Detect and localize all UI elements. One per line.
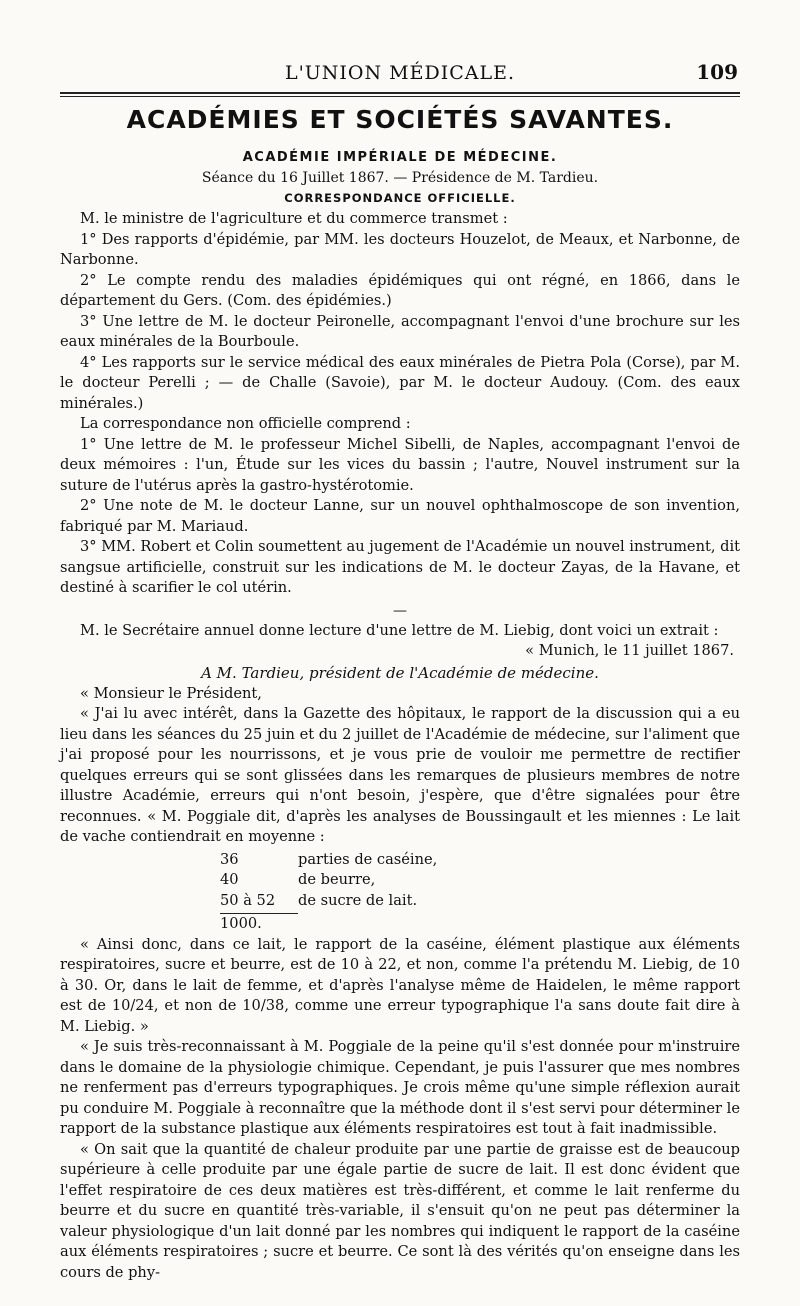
composition-qty: 50 à 52 [220,891,276,909]
paragraph: 3° Une lettre de M. le docteur Peironelle, accompagnant l'envoi d'une brochure sur les eaux minérales de la Bourboule. [60,312,740,350]
page-number: 109 [696,60,738,84]
composition-row [220,850,740,871]
paragraph: 2° Une note de M. le docteur Lanne, sur un nouvel ophthalmoscope de son invention, fabriqué par M. Mariaud. [60,497,740,535]
section-title: ACADÉMIES ET SOCIÉTÉS SAVANTES. [126,105,674,134]
composition-qty: 36 [220,850,239,868]
secretary-paragraph: M. le Secrétaire annuel donne lecture d'une lettre de M. Liebig, dont voici un extrait : [80,621,719,639]
paragraph: 1° Une lettre de M. le professeur Michel Sibelli, de Naples, accompagnant l'envoi de deux mémoires : l'un, Étude sur les vices du bassin ; l'autre, Nouvel instrument sur la suture de l'utérus après la gastro-hystérotomie. [60,435,740,494]
composition-row [220,870,740,891]
milk-composition-table [220,850,740,935]
session-line: Séance du 16 Juillet 1867. — Présidence de M. Tardieu. [201,170,599,186]
paragraph: « Ainsi donc, dans ce lait, le rapport de la caséine, élément plastique aux éléments respiratoires, sucre et beurre, est de 10 à 22, et non, comme l'a prétendu M. Liebig, de 10 à 30. Or, dans le lait de femme, et d'après l'analyse même de Haidelen, le même rapport est de 10/24, et non de 10/38, comme une erreur typographique l'a sans doute fait dire à M. Liebig. » [60,935,740,1035]
paragraph: « J'ai lu avec intérêt, dans la Gazette des hôpitaux, le rapport de la discussion qui a eu lieu dans les séances du 25 juin et du 2 juillet de l'Académie de médecine, sur l'aliment que j'ai proposé pour les nourrissons, et je vous prie de vouloir me permettre de rectifier quelques erreurs qui se sont glissées dans les remarques de plusieurs membres de notre illustre Académie, erreurs qui n'ont besoin, j'espère, que d'être signalées pour être reconnues. « M. Poggiale dit, d'après les analyses de Boussingault et les miennes : Le lait de vache contiendrait en moyenne : [60,705,740,845]
paragraph: La correspondance non officielle comprend : [80,415,411,432]
document-page [60,58,740,1283]
composition-row [220,891,740,912]
composition-total-row [220,911,740,935]
letter-addressee: A M. Tardieu, président de l'Académie de médecine. [201,663,599,682]
journal-title: L'UNION MÉDICALE. [284,62,516,84]
composition-desc: parties de caséine, [298,850,438,868]
composition-desc: de sucre de lait. [298,891,418,909]
composition-total: 1000. [220,913,298,935]
running-header [60,58,740,88]
composition-qty: 40 [220,871,239,888]
separator-dash: — [393,602,407,619]
paragraph: 4° Les rapports sur le service médical des eaux minérales de Pietra Pola (Corse), par M. le docteur Perelli ; — de Challe (Savoie), par M. le docteur Audouy. (Com. des eaux minérales.) [60,353,740,412]
paragraph: 1° Des rapports d'épidémie, par MM. les docteurs Houzelot, de Meaux, et Narbonne, de Narbonne. [60,230,740,268]
composition-desc: de beurre, [298,871,376,888]
paragraph: 2° Le compte rendu des maladies épidémiques qui ont régné, en 1866, dans le département du Gers. (Com. des épidémies.) [60,271,740,309]
salutation: « Monsieur le Président, [80,684,262,702]
paragraph: M. le ministre de l'agriculture et du commerce transmet : [80,210,508,227]
paragraph: « On sait que la quantité de chaleur produite par une partie de graisse est de beaucoup supérieure à celle produite par une égale partie de sucre de lait. Il est donc évident que l'effet respiratoire de ces deux matières est très-différent, et comme le lait renferme du beurre et du sucre en quantité très-variable, il s'ensuit qu'on ne peut pas déterminer la valeur physiologique d'un lait donné par les nombres qui indiquent le rapport de la caséine aux éléments respiratoires ; sucre et beurre. Ce sont là des vérités qu'on enseigne dans les cours de phy- [60,1140,740,1281]
paragraph: « Je suis très-reconnaissant à M. Poggiale de la peine qu'il s'est donnée pour m'instruire dans le domaine de la physiologie chimique. Cependant, je puis l'assurer que mes nombres ne renferment pas d'erreurs typographiques. Je crois même qu'une simple réflexion aurait pu conduire M. Poggiale à reconnaître que la méthode dont il s'est servi pour déterminer le rapport de la substance plastique aux éléments respiratoires est tout à fait inadmissible. [60,1038,740,1137]
paragraph: 3° MM. Robert et Colin soumettent au jugement de l'Académie un nouvel instrument, dit sangsue artificielle, construit sur les indications de M. le docteur Zayas, de la Havane, et destiné à scarifier le col utérin. [60,538,740,596]
academy-title: ACADÉMIE IMPÉRIALE DE MÉDECINE. [242,150,558,165]
letter-date: « Munich, le 11 juillet 1867. [525,642,734,659]
correspondence-heading: CORRESPONDANCE OFFICIELLE. [284,191,516,205]
header-rule [60,92,740,97]
